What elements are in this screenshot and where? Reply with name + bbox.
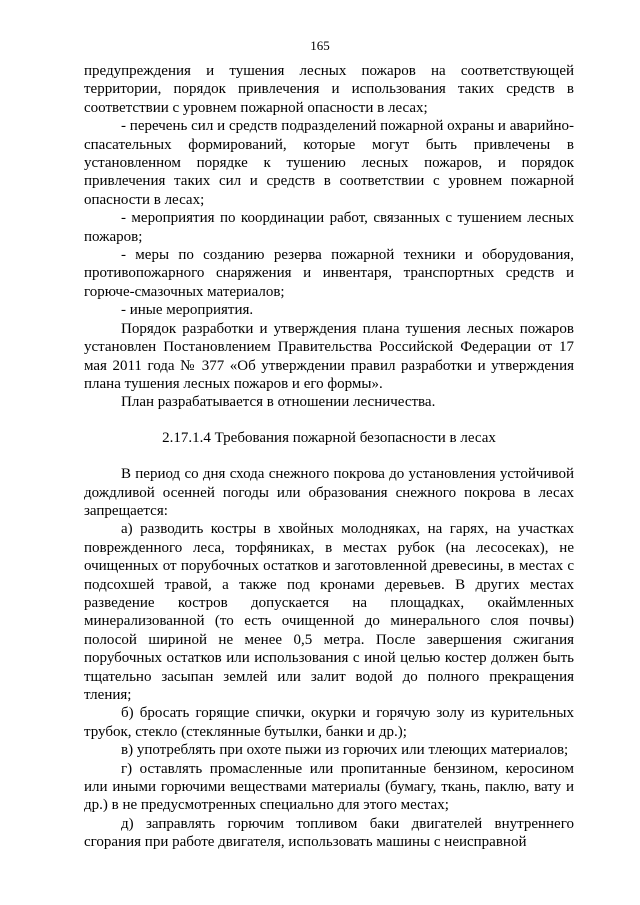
list-item: - мероприятия по координации работ, связанных с тушением лесных пожаров; (84, 210, 574, 245)
section-heading: 2.17.1.4 Требования пожарной безопасности в лесах (162, 429, 496, 446)
paragraph: План разрабатывается в отношении лесничества. (121, 394, 436, 411)
list-item: г) оставлять промасленные или пропитанные бензином, керосином или иными горючими веществами материалы (бумагу, ткань, паклю, вату и др.) в не предусмотренных специально для этого местах; (84, 760, 574, 814)
document-body (84, 62, 574, 852)
list-item: д) заправлять горючим топливом баки двигателей внутреннего сгорания при работе двигателя, использовать машины с неисправной (84, 815, 574, 851)
list-item: а) разводить костры в хвойных молодняках, на гарях, на участках поврежденного леса, торфяниках, в местах рубок (на лесосеках), не очищенных от порубочных остатков и заготовленной древесины, в местах с подсохшей травой, а также под кронами деревьев. В других местах разведение костров допускается на площадках, окаймленных минерализованной (то есть очищенной до минерального слоя почвы) полосой шириной не менее 0,5 метра. После завершения сжигания порубочных остатков или использования с иной целью костер должен быть тщательно засыпан землей или залит водой до полного прекращения тления; (84, 521, 574, 703)
list-item: в) употреблять при охоте пыжи из горючих или тлеющих материалов; (121, 742, 569, 759)
paragraph: В период со дня схода снежного покрова до установления устойчивой дождливой осенней погоды или образования снежного покрова в лесах запрещается: (84, 466, 574, 519)
list-item: - перечень сил и средств подразделений пожарной охраны и аварийно-спасательных формирований, которые могут быть привлечены в установленном порядке к тушению лесных пожаров, и порядок привлечения таких сил и средств в соответствии с уровнем пожарной опасности в лесах; (84, 118, 574, 208)
paragraph: Порядок разработки и утверждения плана тушения лесных пожаров установлен Постановлением Правительства Российской Федерации от 17 мая 2011 года № 377 «Об утверждении правил разработки и утверждения плана тушения лесных пожаров и его формы». (84, 320, 574, 392)
page-number: 165 (310, 38, 330, 53)
list-item: б) бросать горящие спички, окурки и горячую золу из курительных трубок, стекло (стеклянные бутылки, банки и др.); (84, 705, 574, 740)
paragraph: предупреждения и тушения лесных пожаров на соответствующей территории, порядок привлечения и использования таких средств в соответствии с уровнем пожарной опасности в лесах; (84, 63, 574, 116)
list-item: - меры по созданию резерва пожарной техники и оборудования, противопожарного снаряжения и инвентаря, транспортных средств и горюче-смазочных материалов; (84, 247, 574, 300)
list-item: - иные мероприятия. (121, 302, 254, 319)
